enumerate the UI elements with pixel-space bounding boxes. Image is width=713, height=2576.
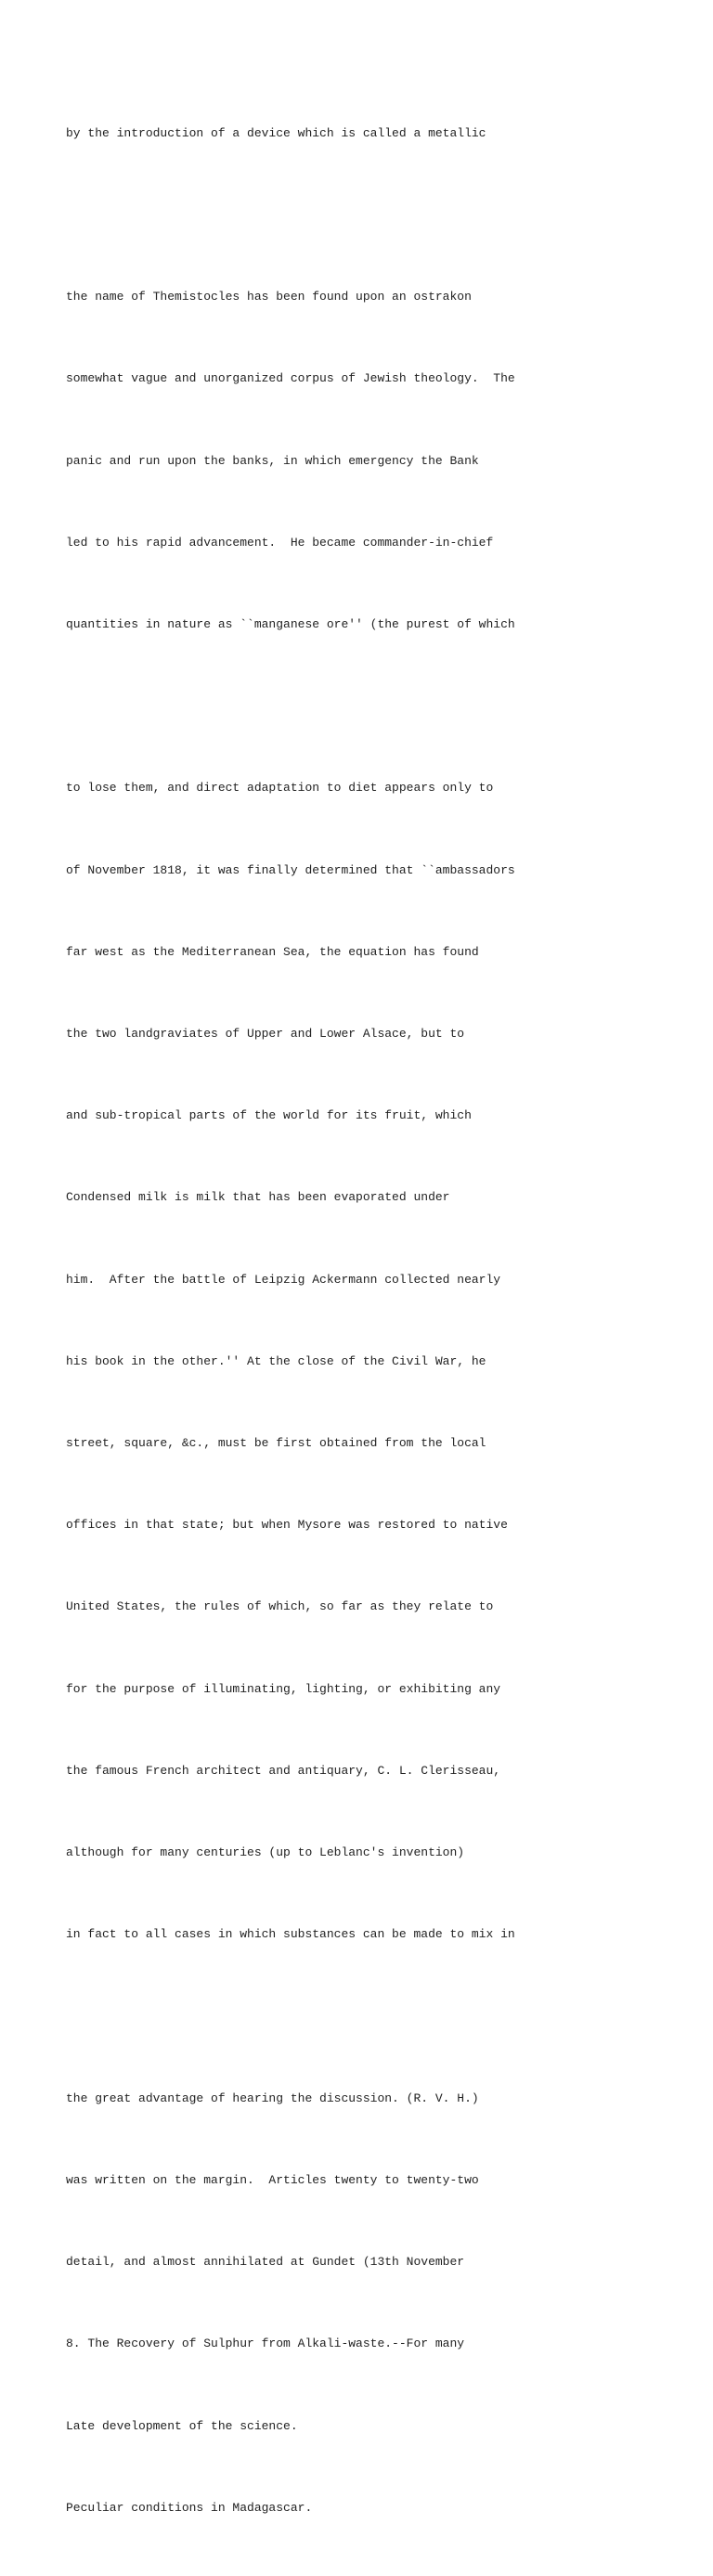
text-line: led to his rapid advancement. He became commander-in-chief: [66, 535, 494, 550]
text-line: the name of Themistocles has been found upon an ostrakon: [66, 290, 472, 304]
text-line: in fact to all cases in which substances can be made to mix in: [66, 1927, 515, 1942]
text-line: by the introduction of a device which is called a metallic: [66, 125, 486, 140]
text-line: the great advantage of hearing the discussion. (R. V. H.): [66, 2091, 479, 2105]
text-line: him. After the battle of Leipzig Ackermann collected nearly: [66, 1272, 501, 1287]
text-line: offices in that state; but when Mysore was restored to native: [66, 1518, 508, 1533]
text-line: quantities in nature as ``manganese ore'' (the purest of which: [66, 617, 515, 632]
text-line: far west as the Mediterranean Sea, the equation has found: [66, 944, 479, 959]
text-line: of November 1818, it was finally determined that ``ambassadors: [66, 862, 515, 877]
text-line: although for many centuries (up to Leblanc's invention): [66, 1845, 465, 1860]
text-line: 8. The Recovery of Sulphur from Alkali-waste.--For many: [66, 2337, 465, 2351]
text-line: to lose them, and direct adaptation to diet appears only to: [66, 781, 494, 796]
text-line: the two landgraviates of Upper and Lower Alsace, but to: [66, 1027, 465, 1042]
text-line: Condensed milk is milk that has been evaporated under: [66, 1190, 450, 1205]
text-line: his book in the other.'' At the close of the Civil War, he: [66, 1353, 486, 1368]
text-line: Late development of the science.: [66, 2418, 298, 2433]
text-line: detail, and almost annihilated at Gundet (13th November: [66, 2255, 465, 2270]
text-line: the famous French architect and antiquary, C. L. Clerisseau,: [66, 1763, 501, 1778]
blank-line: [66, 693, 515, 719]
text-line: for the purpose of illuminating, lighting, or exhibiting any: [66, 1681, 501, 1696]
document-text: [66, 65, 515, 2576]
text-line: somewhat vague and unorganized corpus of Jewish theology. The: [66, 371, 515, 386]
text-line: and sub-tropical parts of the world for its fruit, which: [66, 1108, 472, 1123]
blank-line: [66, 2002, 515, 2029]
text-line: United States, the rules of which, so far as they relate to: [66, 1599, 494, 1614]
text-line: street, square, &c., must be first obtained from the local: [66, 1436, 486, 1451]
blank-line: [66, 201, 515, 228]
text-line: was written on the margin. Articles twenty to twenty-two: [66, 2172, 479, 2187]
text-line: Peculiar conditions in Madagascar.: [66, 2500, 313, 2515]
text-line: panic and run upon the banks, in which emergency the Bank: [66, 453, 479, 468]
